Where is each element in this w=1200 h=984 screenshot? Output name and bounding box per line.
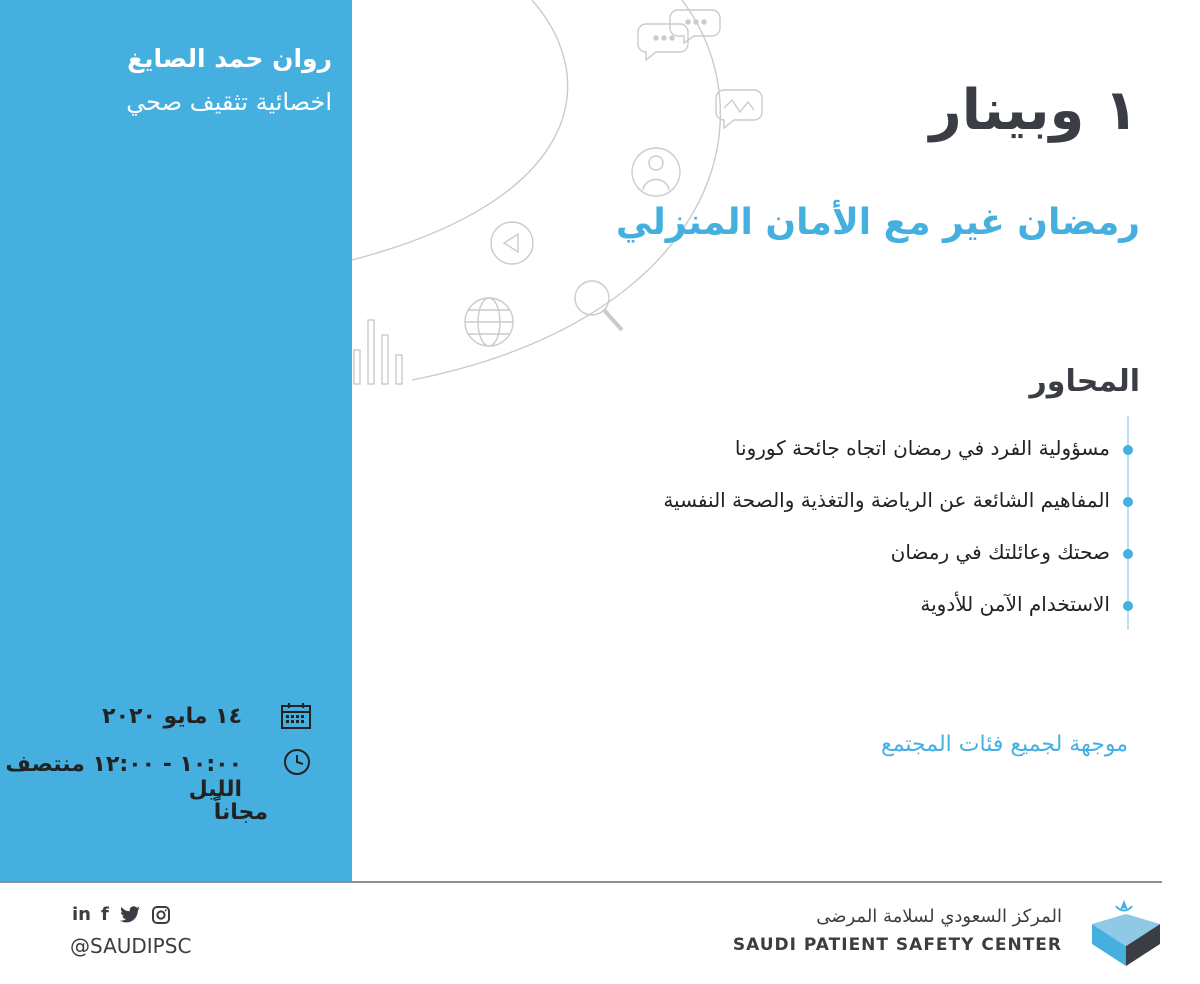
bullet-dot	[1123, 549, 1133, 559]
spsc-logo	[1086, 896, 1166, 968]
twitter-icon[interactable]	[119, 906, 141, 924]
social-links	[72, 904, 171, 925]
event-price: مجاناً	[213, 800, 268, 825]
topic-item: صحتك وعائلتك في رمضان	[890, 540, 1110, 564]
bullet-dot	[1123, 445, 1133, 455]
linkedin-icon[interactable]: in	[72, 904, 91, 925]
topic-item: مسؤولية الفرد في رمضان اتجاه جائحة كورونا	[734, 436, 1110, 460]
speaker-name: روان حمد الصايغ	[127, 44, 332, 73]
globe-icon	[465, 298, 513, 346]
speaker-role: اخصائية تثقيف صحي	[126, 88, 332, 116]
instagram-icon[interactable]	[151, 905, 171, 925]
bullet-dot	[1123, 497, 1133, 507]
webinar-subtitle: رمضان غير مع الأمان المنزلي	[615, 202, 1140, 243]
calendar-icon	[280, 702, 312, 730]
bullet-dot	[1123, 601, 1133, 611]
social-handle[interactable]: @SAUDIPSC	[70, 934, 192, 958]
target-audience: موجهة لجميع فئات المجتمع	[880, 732, 1128, 757]
org-name-arabic: المركز السعودي لسلامة المرضى	[816, 906, 1062, 927]
topic-item: المفاهيم الشائعة عن الرياضة والتغذية والصحة النفسية	[663, 488, 1110, 512]
play-icon	[491, 222, 533, 264]
webinar-title: ١ وبينار	[929, 78, 1138, 143]
event-date: ١٤ مايو ٢٠٢٠	[102, 704, 242, 729]
topic-item: الاستخدام الآمن للأدوية	[920, 592, 1110, 616]
search-icon	[575, 281, 622, 330]
clock-icon	[283, 748, 311, 776]
event-time: ١٠:٠٠ - ١٢:٠٠ منتصف الليل	[5, 752, 242, 802]
topics-heading: المحاور	[1029, 364, 1140, 399]
footer-divider	[0, 881, 1162, 883]
org-name-english: SAUDI PATIENT SAFETY CENTER	[732, 935, 1062, 955]
chat-bubble-icon	[638, 24, 688, 60]
facebook-icon[interactable]: f	[100, 904, 109, 925]
chat-bubble-icon	[670, 10, 720, 43]
user-icon	[632, 148, 680, 196]
speaker-panel	[0, 0, 352, 882]
decorative-network-graphic	[352, 0, 772, 400]
